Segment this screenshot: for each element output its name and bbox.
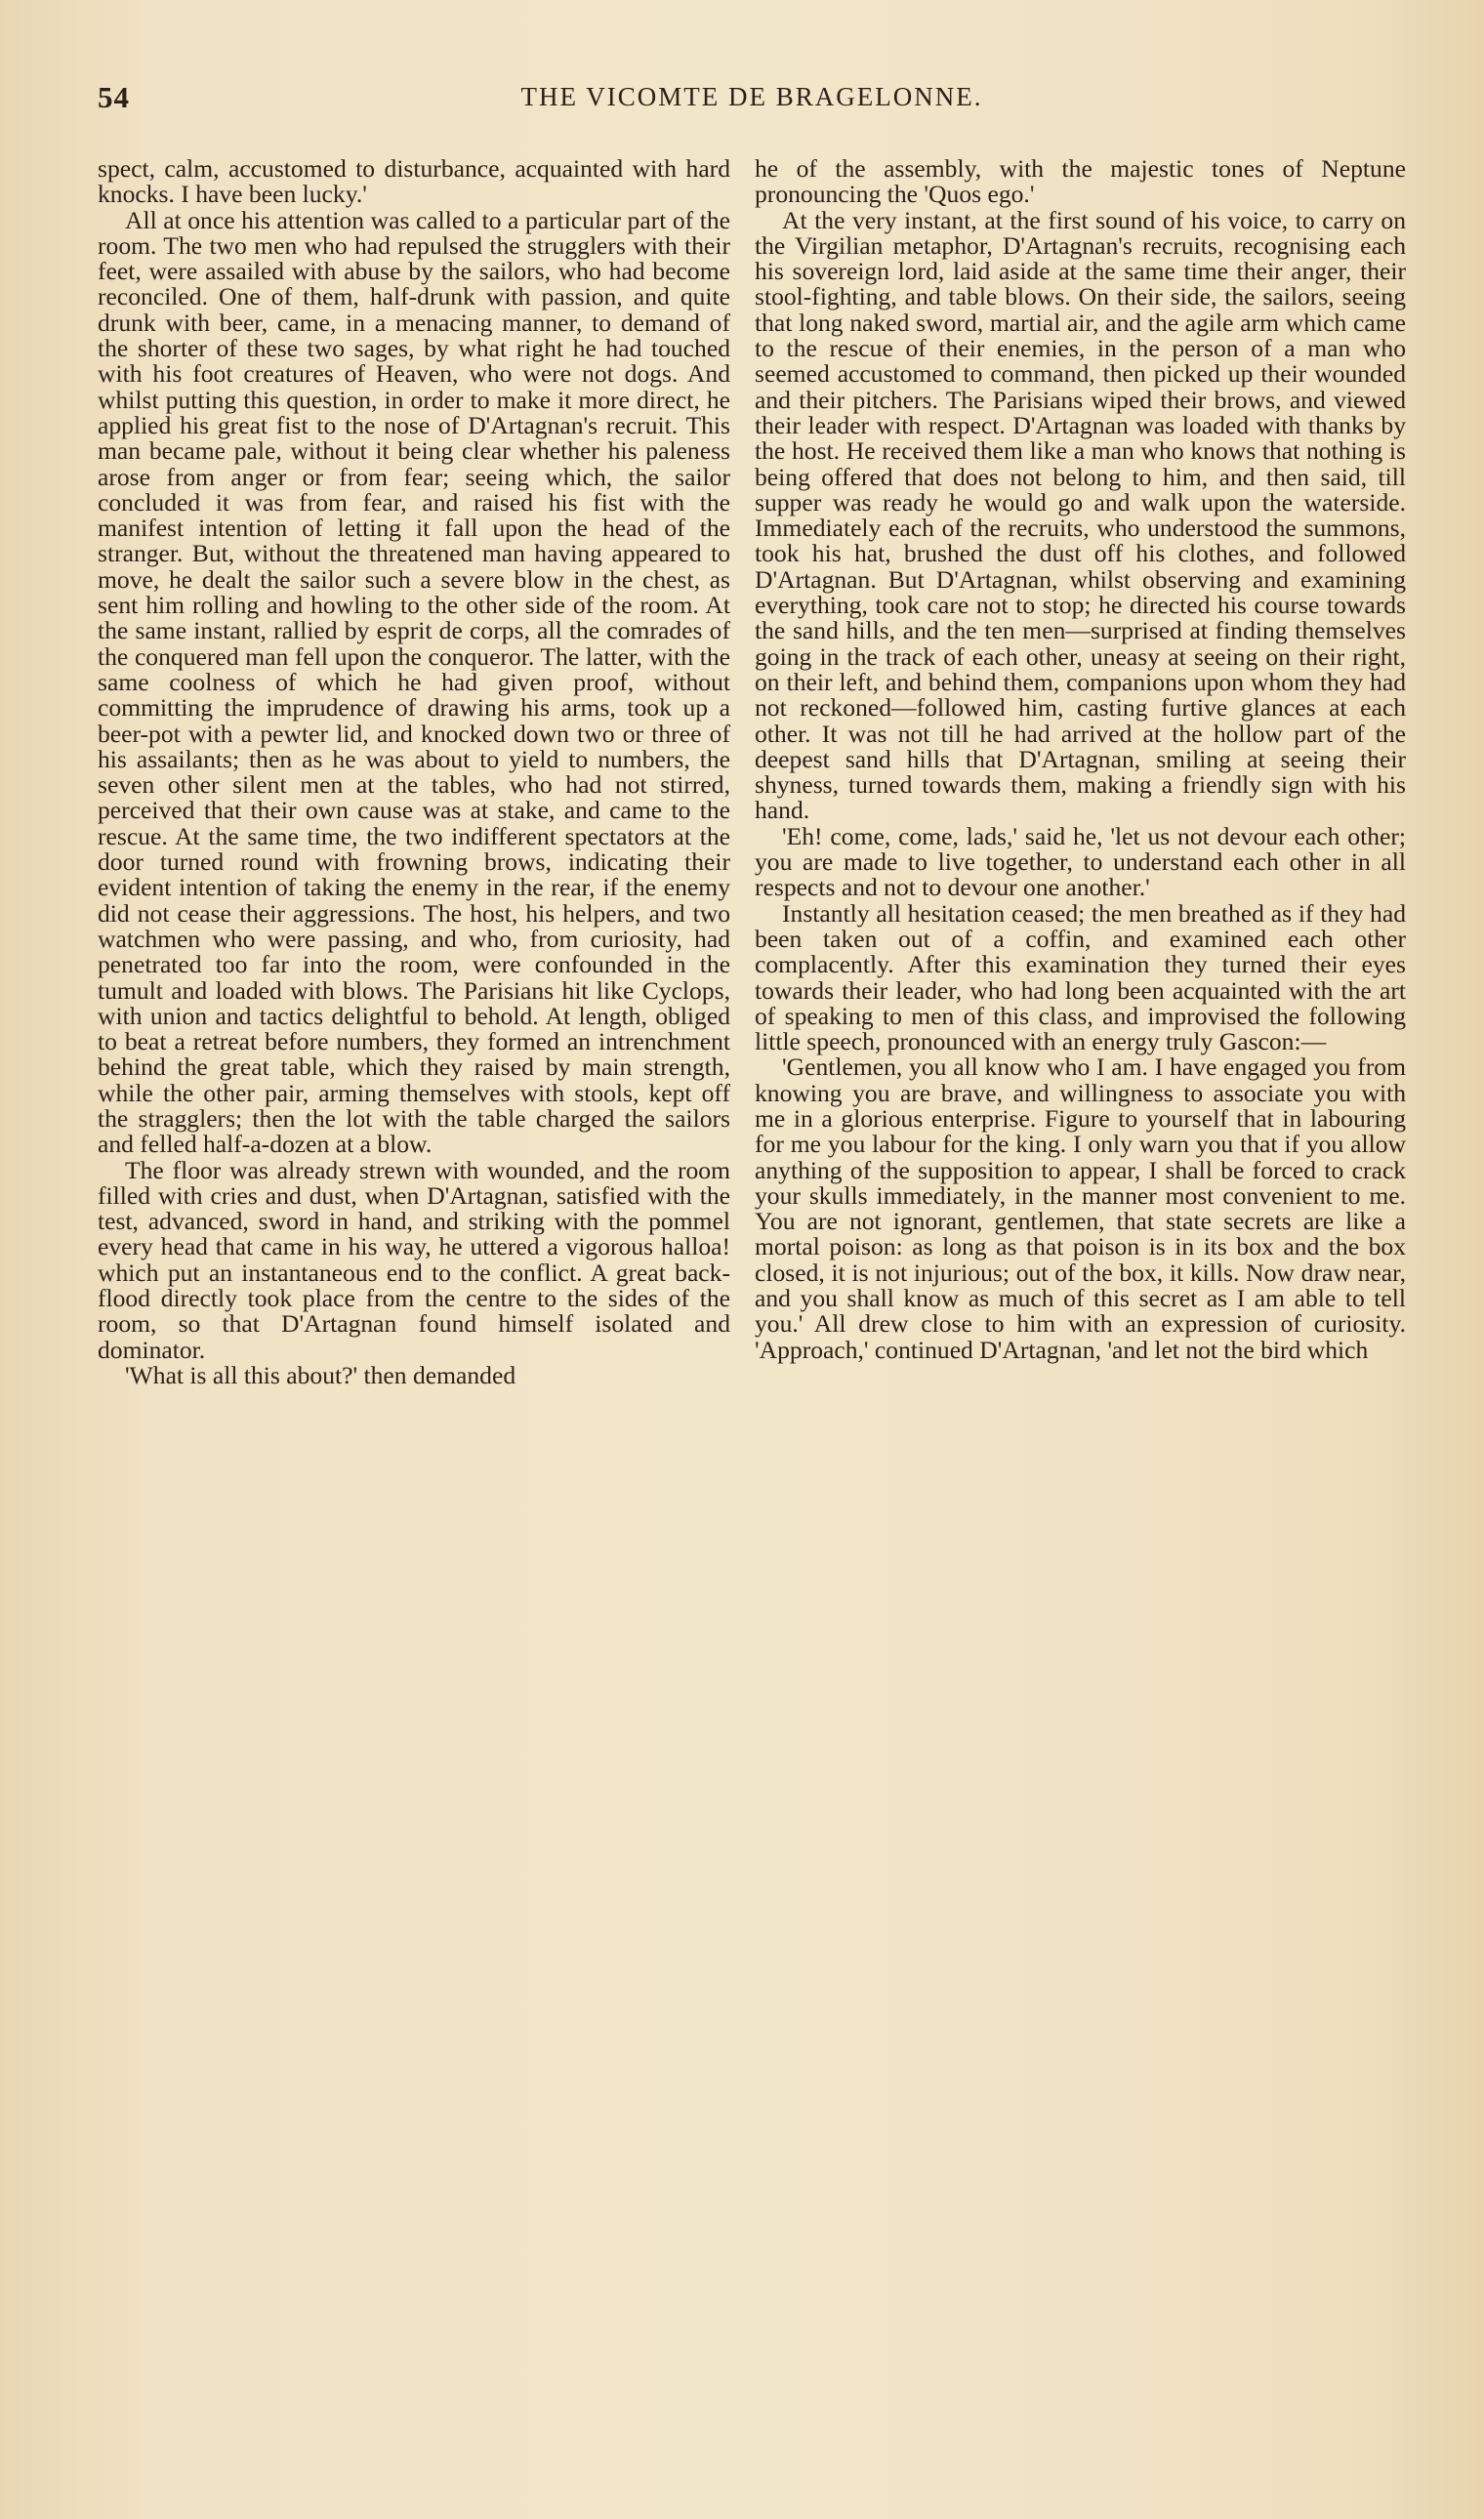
paragraph: spect, calm, accustomed to disturbance, acquainted with hard knocks. I have been lucky.' [98,156,730,209]
right-column [755,156,1406,2402]
paragraph: All at once his attention was called to a particular part of the room. The two men who had repulsed the strugglers with their feet, were assailed with abuse by the sailors, who had become reconciled. One of them, half-drunk with passion, and quite drunk with beer, came, in a menacing manner, to demand of the shorter of these two sages, by what right he had touched with his foot creatures of Heaven, who were not dogs. And whilst putting this question, in order to make it more direct, he applied his great fist to the nose of D'Artagnan's recruit. This man became pale, without it being clear whether his paleness arose from anger or from fear; seeing which, the sailor concluded it was from fear, and raised his fist with the manifest intention of letting it fall upon the head of the stranger. But, without the threatened man having appeared to move, he dealt the sailor such a severe blow in the chest, as sent him rolling and howling to the other side of the room. At the same instant, rallied by esprit de corps, all the comrades of the conquered man fell upon the conqueror. The latter, with the same coolness of which he had given proof, without committing the imprudence of drawing his arms, took up a beer-pot with a pewter lid, and knocked down two or three of his assailants; then as he was about to yield to numbers, the seven other silent men at the tables, who had not stirred, perceived that their own cause was at stake, and came to the rescue. At the same time, the two indifferent spectators at the door turned round with frowning brows, indicating their evident intention of taking the enemy in the rear, if the enemy did not cease their aggressions. The host, his helpers, and two watchmen who were passing, and who, from curiosity, had penetrated too far into the room, were confounded in the tumult and loaded with blows. The Parisians hit like Cyclops, with union and tactics delightful to behold. At length, obliged to beat a retreat before numbers, they formed an intrenchment behind the great table, which they raised by main strength, while the other pair, arming themselves with stools, kept off the stragglers; then the lot with the table charged the sailors and felled half-a-dozen at a blow. [98,205,730,1159]
page-number: 54 [98,80,130,114]
running-title: THE VICOMTE DE BRAGELONNE. [520,82,983,111]
paragraph: 'Gentlemen, you all know who I am. I have engaged you from knowing you are brave, and willingness to associate you with me in a glorious enterprise. Figure to yourself that in labouring for me you labour for the king. I only warn you that if you allow anything of the supposition to appear, I shall be forced to crack your skulls immediately, in the manner most convenient to me. You are not ignorant, gentlemen, that state secrets are like a mortal poison: as long as that poison is in its box and the box closed, it is not injurious; out of the box, it kills. Now draw near, and you shall know as much of this secret as I am able to tell you.' All drew close to him with an expression of curiosity. 'Approach,' continued D'Artagnan, 'and let not the bird which [755,1053,1406,1364]
left-column [98,156,730,2402]
page-header [98,80,1406,119]
paragraph: 'Eh! come, come, lads,' said he, 'let us not devour each other; you are made to live together, to understand each other in all respects and not to devour one another.' [755,821,1406,902]
paragraph: he of the assembly, with the majestic tones of Neptune pronouncing the 'Quos ego.' [755,156,1406,209]
paragraph: Instantly all hesitation ceased; the men breathed as if they had been taken out of a coffin, and examined each other complacently. After this examination they turned their eyes towards their leader, who had long been acquainted with the art of speaking to men of this class, and improvised the following little speech, pronounced with an energy truly Gascon:— [755,898,1406,1056]
paragraph: The floor was already strewn with wounded, and the room filled with cries and dust, when D'Artagnan, satisfied with the test, advanced, sword in hand, and striking with the pommel every head that came in his way, he uttered a vigorous halloa! which put an instantaneous end to the conflict. A great back-flood directly took place from the centre to the sides of the room, so that D'Artagnan found himself isolated and dominator. [98,1155,730,1364]
paragraph: 'What is all this about?' then demanded [125,1360,516,1389]
paragraph: At the very instant, at the first sound of his voice, to carry on the Virgilian metaphor, D'Artagnan's recruits, recognising each his sovereign lord, laid aside at the same time their anger, their stool-fighting, and table blows. On their side, the sailors, seeing that long naked sword, martial air, and the agile arm which came to the rescue of their enemies, in the person of a man who seemed accustomed to command, then picked up their wounded and their pitchers. The Parisians wiped their brows, and viewed their leader with respect. D'Artagnan was loaded with thanks by the host. He received them like a man who knows that nothing is being offered that does not belong to him, and then said, till supper was ready he would go and walk upon the waterside. Immediately each of the recruits, who understood the summons, took his hat, brushed the dust off his clothes, and followed D'Artagnan. But D'Artagnan, whilst observing and examining everything, took care not to stop; he directed his course towards the sand hills, and the ten men—surprised at finding themselves going in the track of each other, uneasy at seeing on their right, on their left, and behind them, companions upon whom they had not reckoned—followed him, casting furtive glances at each other. It was not till he had arrived at the hollow part of the deepest sand hills that D'Artagnan, smiling at seeing their shyness, turned towards them, making a friendly sign with his hand. [755,205,1406,825]
